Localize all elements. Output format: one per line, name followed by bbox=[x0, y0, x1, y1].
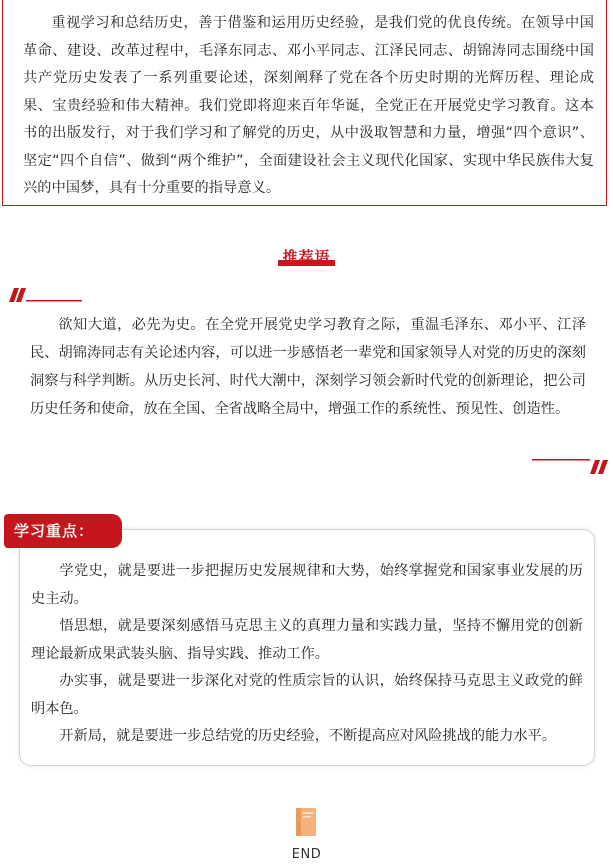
quote-slash-right-icon bbox=[532, 456, 612, 476]
list-item: 开新局，就是要进一步总结党的历史经验，不断提高应对风险挑战的能力水平。 bbox=[59, 728, 556, 744]
recommendation-heading bbox=[0, 246, 613, 267]
intro-box bbox=[2, 0, 607, 206]
book-icon bbox=[292, 806, 320, 838]
quote-slash-left-icon bbox=[4, 284, 84, 304]
end-label: END bbox=[291, 847, 322, 862]
list-item: 学党史，就是要进一步把握历史发展规律和大势，始终掌握党和国家事业发展的历史主动。 bbox=[31, 563, 583, 607]
key-points-list bbox=[31, 558, 583, 751]
list-item: 悟思想，就是要深刻感悟马克思主义的真理力量和实践力量，坚持不懈用党的创新理论最新成果武装头脑、指导实践、推动工作。 bbox=[31, 618, 583, 662]
intro-paragraph: 重视学习和总结历史，善于借鉴和运用历史经验，是我们党的优良传统。在领导中国革命、建设、改革过程中，毛泽东同志、邓小平同志、江泽民同志、胡锦涛同志围绕中国共产党历史发表了一系列重要论述，深刻阐释了党在各个历史时期的光辉历程、理论成果、宝贵经验和伟大精神。我们党即将迎来百年华诞，全党正在开展党史学习教育。这本书的出版发行，对于我们学习和了解党的历史，从中汲取智慧和力量，增强“四个意识”、坚定“四个自信”、做到“两个维护”，全面建设社会主义现代化国家、实现中华民族伟大复兴的中国梦，具有十分重要的指导意义。 bbox=[23, 15, 594, 196]
recommendation-paragraph: 欲知大道，必先为史。在全党开展党史学习教育之际，重温毛泽东、邓小平、江泽民、胡锦涛同志有关论述内容，可以进一步感悟老一辈党和国家领导人对党的历史的深刻洞察与科学判断。从历史长河、时代大潮中，深刻学习领会新时代党的创新理论，把公司历史任务和使命，放在全国、全省战略全局中，增强工作的系统性、预见性、创造性。 bbox=[30, 317, 586, 417]
recommendation-heading-text: 推荐语 bbox=[282, 248, 331, 266]
key-points-tag: 学习重点： bbox=[4, 514, 122, 548]
list-item: 办实事，就是要进一步深化对党的性质宗旨的认识，始终保持马克思主义政党的鲜明本色。 bbox=[31, 673, 583, 717]
